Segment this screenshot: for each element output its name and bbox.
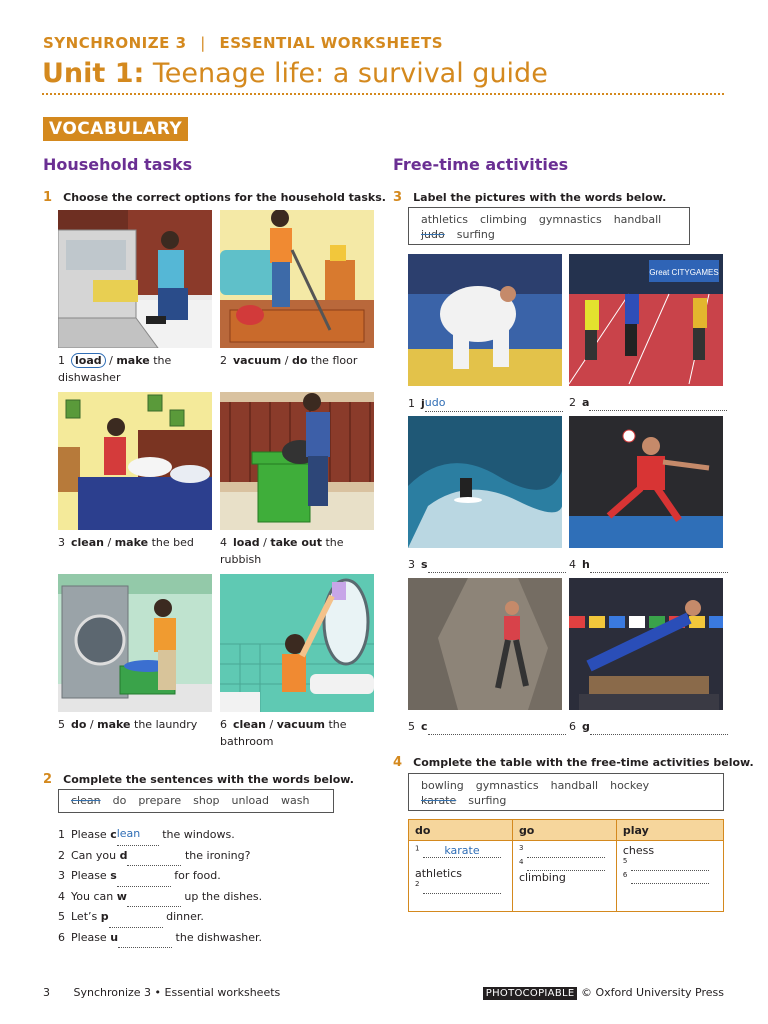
exercise-instruction: Complete the table with the free-time activities below. — [413, 756, 754, 769]
answer-blank[interactable]: karate — [423, 844, 501, 858]
option-1[interactable]: load — [233, 536, 260, 549]
word-box-3 — [408, 207, 690, 245]
word-chip: wash — [281, 794, 310, 807]
word-chip: gymnastics — [475, 779, 539, 792]
surfing-photo — [408, 416, 562, 548]
sentence-row: 3 Please s for food. — [58, 866, 262, 887]
brand-separator: | — [200, 34, 206, 52]
free-time-heading: Free-time activities — [393, 155, 569, 174]
exercise-number: 4 — [393, 755, 403, 770]
sentence-row: 5 Let’s p dinner. — [58, 907, 262, 928]
footer-left — [43, 986, 280, 999]
sentence-row: 4 You can w up the dishes. — [58, 887, 262, 908]
exercise-instruction: Complete the sentences with the words below. — [63, 773, 354, 786]
unit-title-text: Teenage life: a survival guide — [152, 58, 548, 89]
word-chip: surfing — [456, 228, 495, 241]
answer-blank[interactable]: udo — [425, 394, 563, 412]
option-2[interactable]: vacuum — [276, 718, 325, 731]
household-tasks-heading: Household tasks — [43, 155, 193, 174]
brand-sub: ESSENTIAL WORKSHEETS — [219, 34, 444, 52]
unit-label: Unit 1: — [42, 58, 145, 89]
word-chip: handball — [613, 213, 662, 226]
label-2: 2 a — [569, 394, 727, 411]
answer-blank[interactable] — [428, 572, 566, 573]
answer-blank[interactable] — [590, 572, 728, 573]
exercise-number: 1 — [43, 190, 53, 205]
task-6-caption: 6 clean / vacuum the bathroom — [220, 718, 347, 748]
athletics-photo — [569, 254, 723, 386]
judo-photo — [408, 254, 562, 386]
brand-level: 3 — [175, 34, 187, 52]
task-5-caption: 5 do / make the laundry — [58, 718, 198, 731]
exercise-instruction: Choose the correct options for the household tasks. — [63, 191, 386, 204]
option-2[interactable]: do — [291, 354, 308, 367]
bathroom-illustration — [220, 574, 374, 712]
task-3-caption: 3 clean / make the bed — [58, 536, 194, 549]
word-chip: hockey — [610, 779, 650, 792]
handball-photo — [569, 416, 723, 548]
option-2[interactable]: make — [97, 718, 131, 731]
word-chip: prepare — [138, 794, 182, 807]
banner-text: Great CITYGAMES — [649, 268, 719, 277]
label-6: 6 g — [569, 718, 728, 735]
word-chip: athletics — [421, 213, 468, 226]
brand-name: SYNCHRONIZE — [43, 34, 170, 52]
rubbish-illustration — [220, 392, 374, 530]
answer-blank[interactable] — [423, 893, 501, 894]
vacuum-illustration — [220, 210, 374, 348]
word-chip: bowling — [421, 779, 464, 792]
word-box-1 — [58, 789, 334, 813]
dishwasher-illustration — [58, 210, 212, 348]
exercise-2-header — [43, 768, 354, 787]
label-4: 4 h — [569, 556, 728, 573]
word-chip: karate — [421, 794, 457, 807]
label-5: 5 c — [408, 718, 566, 735]
word-chip: climbing — [480, 213, 527, 226]
sentence-row: 2 Can you d the ironing? — [58, 846, 262, 867]
option-1[interactable]: clean — [233, 718, 267, 731]
climbing-photo — [408, 578, 562, 710]
word-chip: unload — [231, 794, 269, 807]
task-1-caption: 1 load / make the dishwasher — [58, 354, 172, 384]
exercise-3-header — [393, 186, 666, 205]
option-2[interactable]: make — [116, 354, 150, 367]
word-chip: shop — [193, 794, 220, 807]
activities-table — [408, 819, 724, 912]
col-do: do — [409, 820, 513, 841]
word-chip: surfing — [468, 794, 507, 807]
answer-blank[interactable] — [631, 883, 709, 884]
sentence-row: 1 Please clean the windows. — [58, 824, 262, 846]
page-title — [42, 58, 548, 89]
option-1[interactable]: do — [71, 718, 87, 731]
word-chip: handball — [550, 779, 599, 792]
word-chip: judo — [421, 228, 445, 241]
answer-blank[interactable] — [590, 734, 728, 735]
answer-blank[interactable] — [428, 734, 566, 735]
laundry-illustration — [58, 574, 212, 712]
copyright: © Oxford University Press — [580, 986, 724, 999]
label-3: 3 s — [408, 556, 566, 573]
option-2[interactable]: make — [114, 536, 149, 549]
section-badge: VOCABULARY — [43, 117, 188, 141]
option-1[interactable]: vacuum — [233, 354, 282, 367]
word-chip: gymnastics — [538, 213, 602, 226]
option-1[interactable]: clean — [71, 536, 105, 549]
page-number: 3 — [43, 986, 50, 999]
bed-illustration — [58, 392, 212, 530]
exercise-instruction: Label the pictures with the words below. — [413, 191, 667, 204]
label-1: 1 judo — [408, 394, 563, 412]
option-2[interactable]: take out — [270, 536, 322, 549]
exercise-number: 3 — [393, 190, 403, 205]
photocopiable-badge: PHOTOCOPIABLE — [483, 987, 578, 1000]
answer-blank[interactable] — [589, 410, 727, 411]
sentence-row: 6 Please u the dishwasher. — [58, 928, 262, 949]
answer-blank[interactable]: lean — [117, 824, 159, 846]
word-chip: do — [112, 794, 127, 807]
footer-title: Synchronize 3 • Essential worksheets — [73, 986, 281, 999]
task-4-caption: 4 load / take out the rubbish — [220, 536, 344, 566]
exercise-1-header — [43, 186, 386, 205]
footer-right — [483, 986, 724, 999]
cell-go: $^3$ $^4$ climbing — [512, 841, 616, 912]
cell-play: chess $^5$ $^6$ — [616, 841, 723, 912]
gymnastics-photo — [569, 578, 723, 710]
selected-option[interactable]: load — [71, 353, 106, 368]
cell-do: $^1$ karate athletics $^2$ — [409, 841, 513, 912]
title-divider — [42, 93, 724, 95]
word-box-4 — [408, 773, 724, 811]
task-2-caption: 2 vacuum / do the floor — [220, 354, 358, 367]
brand-line — [43, 34, 443, 52]
answer-blank[interactable] — [118, 947, 172, 948]
col-play: play — [616, 820, 723, 841]
col-go: go — [512, 820, 616, 841]
sentence-list — [58, 824, 262, 948]
exercise-4-header — [393, 751, 754, 770]
exercise-number: 2 — [43, 772, 53, 787]
word-chip: clean — [71, 794, 101, 807]
